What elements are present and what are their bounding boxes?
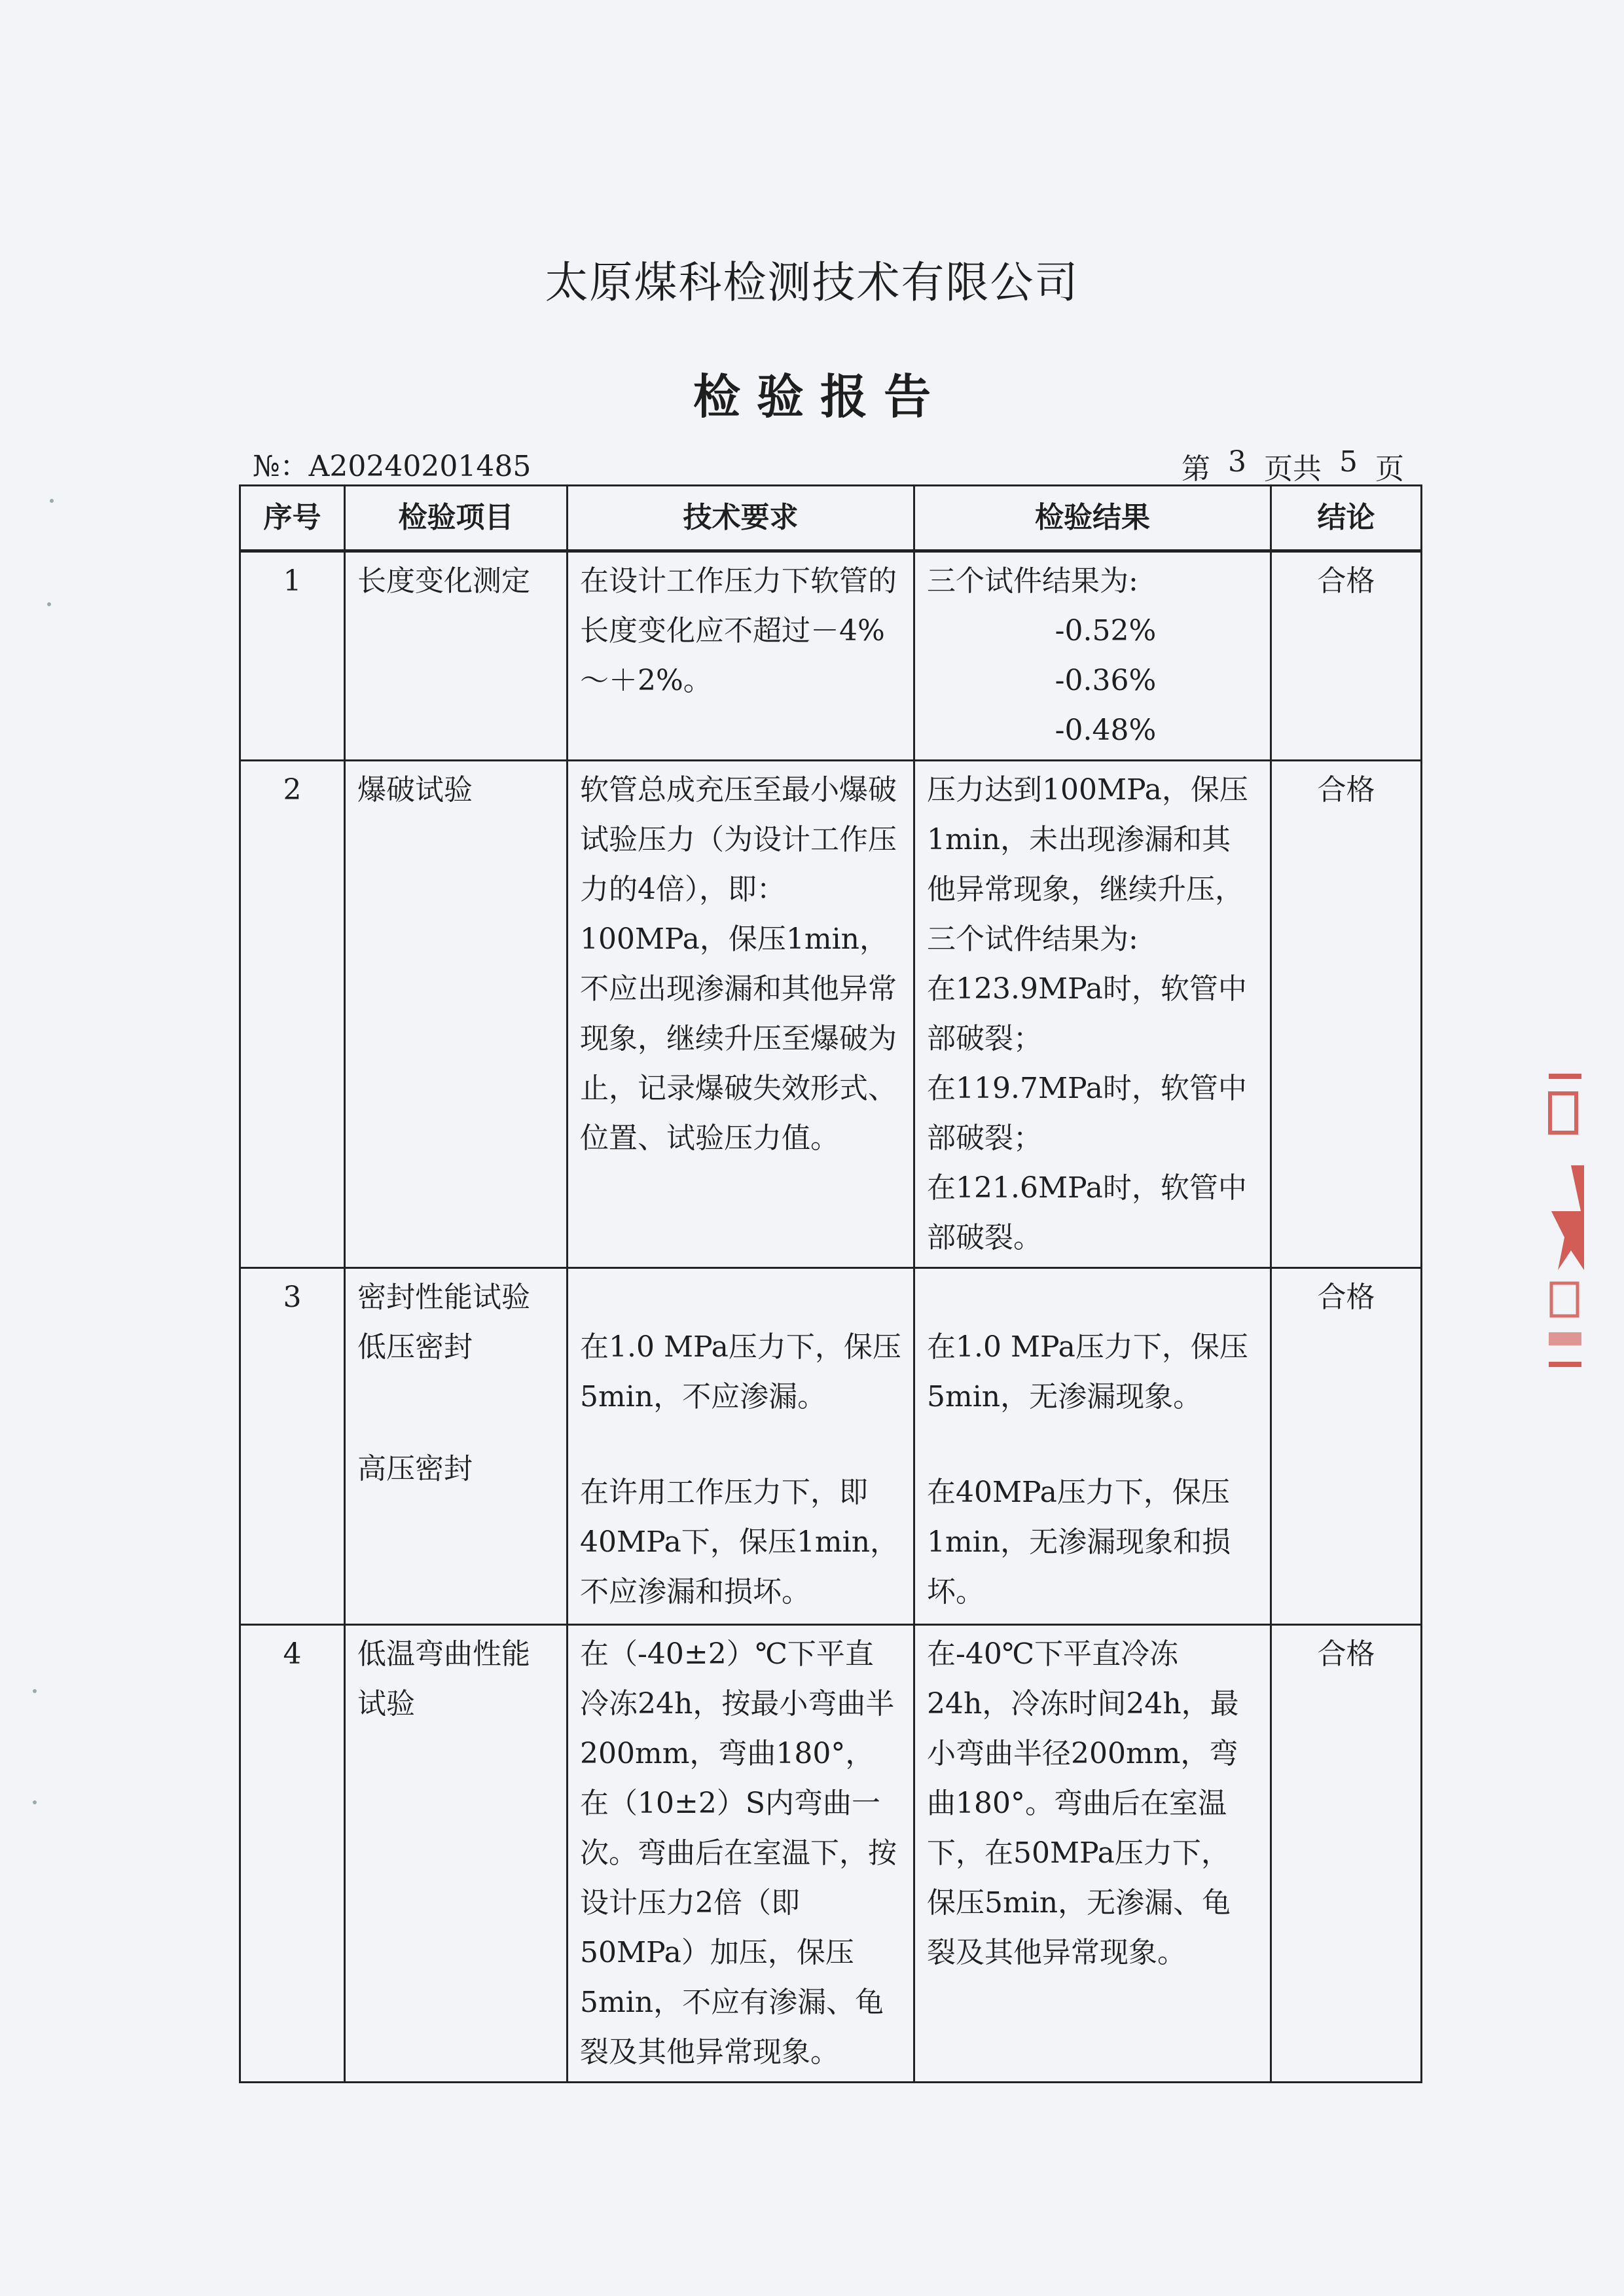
sub-item-low: 低压密封 [357, 1330, 473, 1364]
header-no: 序号 [240, 486, 345, 551]
page-label-1: 第 [1182, 452, 1210, 486]
row-conclusion: 合格 [1271, 1268, 1422, 1625]
report-number: №：A20240201485 [253, 450, 532, 483]
row-no: 1 [240, 551, 345, 761]
row-requirement: 在（-40±2）℃下平直冷冻24h，按最小弯曲半200mm，弯曲180°，在（10±2）S内弯曲一次。弯曲后在室温下，按设计压力2倍（即50MPa）加压，保压5min，不应有渗漏、龟裂及其他异常现象。 [568, 1625, 914, 2083]
row-result: 压力达到100MPa，保压1min，未出现渗漏和其他异常现象，继续升压，三个试件结果为: 在123.9MPa时，软管中部破裂； 在119.7MPa时，软管中部破裂； 在121.6MPa时，软管中部破裂。 [914, 761, 1271, 1268]
row-conclusion: 合格 [1271, 551, 1422, 761]
sub-item-high: 高压密封 [357, 1452, 473, 1485]
item-title: 密封性能试验 [357, 1281, 530, 1314]
page-label-3: 页 [1375, 452, 1404, 486]
row-item: 低温弯曲性能试验 [345, 1625, 568, 2083]
header-conclusion: 结论 [1271, 486, 1422, 551]
header-requirement: 技术要求 [568, 486, 914, 551]
header-item: 检验项目 [345, 486, 568, 551]
requirement-high: 在许用工作压力下，即40MPa下，保压1min，不应渗漏和损坏。 [580, 1476, 899, 1609]
row-no: 3 [240, 1268, 345, 1625]
seal-stamp-fragment [1545, 1074, 1584, 1375]
company-name: 太原煤科检测技术有限公司 [545, 257, 1079, 308]
result-intro: 三个试件结果为: [927, 564, 1138, 598]
document-title: 检 验 报 告 [693, 369, 931, 424]
row-result: 在-40℃下平直冷冻24h，冷冻时间24h，最小弯曲半径200mm，弯曲180°。弯曲后在室温下，在50MPa压力下，保压5min，无渗漏、龟裂及其他异常现象。 [914, 1625, 1271, 2083]
table-row [240, 1625, 1422, 2083]
table-row [240, 761, 1422, 1268]
table-row [240, 1268, 1422, 1625]
row-requirement: 软管总成充压至最小爆破试验压力（为设计工作压力的4倍），即：100MPa，保压1min，不应出现渗漏和其他异常现象，继续升压至爆破为止，记录爆破失效形式、位置、试验压力值。 [568, 761, 914, 1268]
row-conclusion: 合格 [1271, 1625, 1422, 2083]
row-result [914, 551, 1271, 761]
page-current: 3 [1228, 445, 1246, 479]
result-value: -0.48% [1055, 714, 1157, 747]
row-item: 爆破试验 [345, 761, 568, 1268]
page-label-2: 页共 [1264, 452, 1322, 486]
table-header-row [240, 486, 1422, 551]
row-requirement: 在设计工作压力下软管的长度变化应不超过－4%～＋2%。 [568, 551, 914, 761]
result-value: -0.36% [1055, 664, 1157, 697]
requirement-low: 在1.0 MPa压力下，保压5min，不应渗漏。 [580, 1330, 901, 1413]
row-result [914, 1268, 1271, 1625]
inspection-table [239, 484, 1422, 2083]
result-high: 在40MPa压力下，保压1min，无渗漏现象和损坏。 [927, 1476, 1231, 1609]
table-row [240, 551, 1422, 761]
row-no: 4 [240, 1625, 345, 2083]
row-requirement [568, 1268, 914, 1625]
result-low: 在1.0 MPa压力下，保压5min，无渗漏现象。 [927, 1330, 1248, 1413]
result-value: -0.52% [1055, 614, 1157, 647]
page-indicator [1182, 445, 1404, 487]
row-item: 长度变化测定 [345, 551, 568, 761]
header-result: 检验结果 [914, 486, 1271, 551]
page-total: 5 [1339, 445, 1358, 479]
row-conclusion: 合格 [1271, 761, 1422, 1268]
row-item [345, 1268, 568, 1625]
row-no: 2 [240, 761, 345, 1268]
